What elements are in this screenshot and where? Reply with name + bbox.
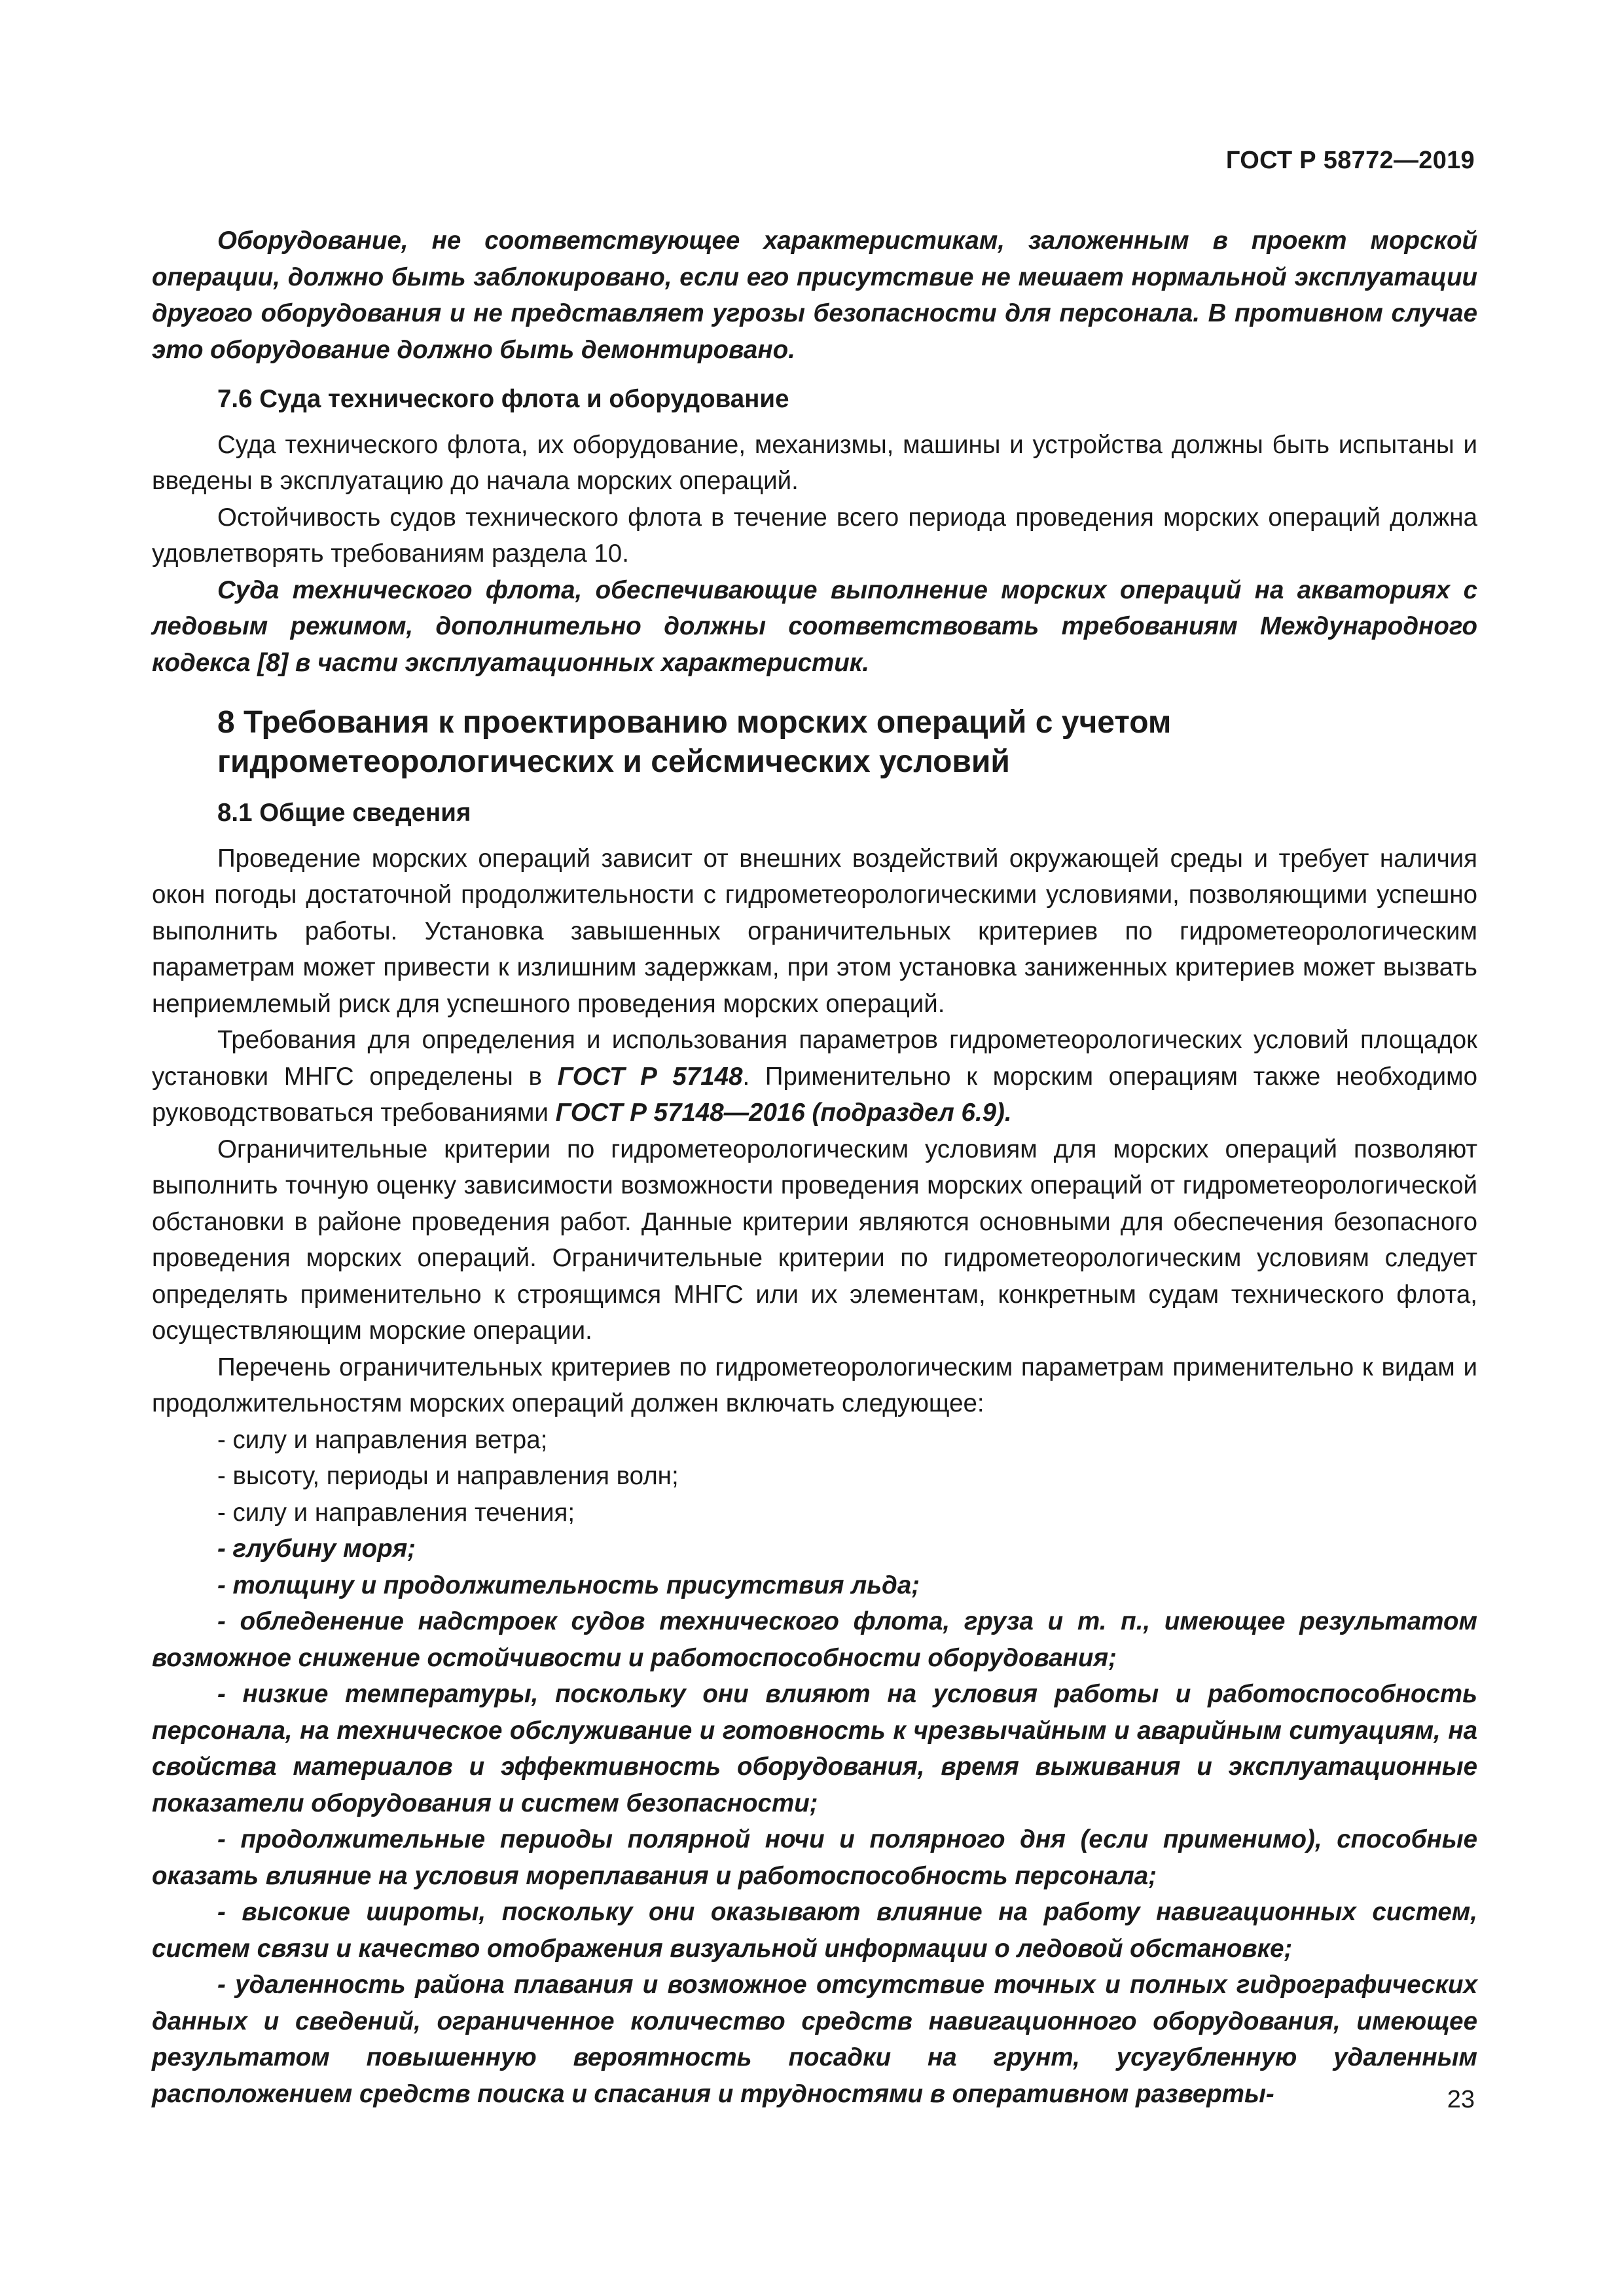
section-8-1-paragraph-3: Ограничительные критерии по гидрометеорологическим условиям для морских операций позволяют выполнить точную оценку зависимости возможности проведения морских операций от гидрометеорологической обстановки в районе проведения работ. Данные критерии являются основными для обеспечения безопасного проведения морских операций. Ограничительные критерии по гидрометеорологическим условиям следует определять применительно к строящимся МНГС или их элементам, конкретным судам технического флота, осуществляющим морские операции. (152, 1135, 1477, 1345)
section-8-1-heading: 8.1 Общие сведения (217, 799, 471, 827)
page-content (152, 223, 1477, 2112)
equipment-block-paragraph: Оборудование, не соответствующее характеристикам, заложенным в проект морской операции, должно быть заблокировано, если его присутствие не мешает нормальной эксплуатации другого оборудования и не представляет угрозы безопасности для персонала. В противном случае это оборудование должно быть демонтировано. (152, 227, 1477, 364)
section-8-heading-line-1: 8 Требования к проектированию морских операций с учетом (217, 705, 1172, 740)
section-8-1-paragraph-1: Проведение морских операций зависит от внешних воздействий окружающей среды и требует наличия окон погоды достаточной продолжительности с гидрометеорологическими условиями, позволяющими успешно выполнить работы. Установка завышенных ограничительных критериев по гидрометеорологическим параметрам может привести к излишним задержкам, при этом установка заниженных критериев может вызвать неприемлемый риск для успешного проведения морских операций. (152, 844, 1477, 1018)
list-item: - силу и направления ветра; (217, 1425, 548, 1454)
section-8-1-paragraph-2 (152, 1022, 1477, 1131)
gost-subsection-reference: ГОСТ Р 57148—2016 (подраздел 6.9). (555, 1099, 1012, 1127)
paragraph-2-text-c: . Применительно к морским операциям также необходимо руководствоваться требованиями (152, 1062, 1477, 1127)
section-7-6-paragraph-2: Остойчивость судов технического флота в течение всего периода проведения морских операций должна удовлетворять требованиям раздела 10. (152, 503, 1477, 568)
page-number: 23 (1447, 2086, 1475, 2113)
list-item: - глубину моря; (217, 1535, 416, 1563)
section-7-6-paragraph-1: Суда технического флота, их оборудование, механизмы, машины и устройства должны быть испытаны и введены в эксплуатацию до начала морских операций. (152, 430, 1477, 495)
list-item: - обледенение надстроек судов технического флота, груза и т. п., имеющее результатом возможное снижение остойчивости и работоспособности оборудования; (152, 1607, 1477, 1672)
section-8-1-paragraph-4: Перечень ограничительных критериев по гидрометеорологическим параметрам применительно к видам и продолжительностям морских операций должен включать следующее: (152, 1353, 1477, 1417)
list-item: - высокие широты, поскольку они оказывают влияние на работу навигационных систем, систем связи и качество отображения визуальной информации о ледовой обстановке; (152, 1898, 1477, 1963)
document-code: ГОСТ Р 58772—2019 (1225, 147, 1475, 174)
list-item: - высоту, периоды и направления волн; (217, 1462, 679, 1490)
list-item: - продолжительные периоды полярной ночи и полярного дня (если применимо), способные оказать влияние на условия мореплавания и работоспособность персонала; (152, 1825, 1477, 1890)
list-item: - силу и направления течения; (217, 1498, 575, 1527)
section-7-6-paragraph-3: Суда технического флота, обеспечивающие выполнение морских операций на акваториях с ледовым режимом, дополнительно должны соответствовать требованиям Международного кодекса [8] в части эксплуатационных характеристик. (152, 575, 1477, 677)
paragraph-2-text-a: Требования для определения и использования параметров гидрометеорологических условий площадок установки МНГС определены в (152, 1026, 1477, 1091)
section-7-6-heading: 7.6 Суда технического флота и оборудование (217, 385, 789, 413)
gost-reference-link: ГОСТ Р 57148 (557, 1062, 743, 1091)
section-8-heading (217, 703, 1477, 782)
list-item: - низкие температуры, поскольку они влияют на условия работы и работоспособность персонала, на техническое обслуживание и готовность к чрезвычайным и аварийным ситуациям, на свойства материалов и эффективность оборудования, время выживания и эксплуатационные показатели оборудования и систем безопасности; (152, 1680, 1477, 1817)
list-item: - удаленность района плавания и возможное отсутствие точных и полных гидрографических данных и сведений, ограниченное количество средств навигационного оборудования, имеющее результатом повышенную вероятность посадки на грунт, усугубленную удаленным расположением средств поиска и спасания и трудностями в оперативном разверты- (152, 1971, 1477, 2108)
list-item: - толщину и продолжительность присутствия льда; (217, 1571, 920, 1599)
section-8-heading-line-2: гидрометеорологических и сейсмических условий (217, 744, 1010, 779)
